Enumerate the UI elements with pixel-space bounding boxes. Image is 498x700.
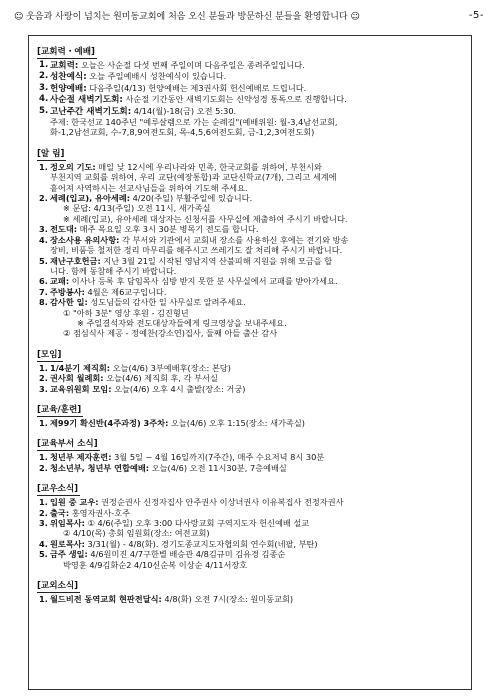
item-number: 8. [39, 297, 48, 308]
item-label: 정오의 기도: [50, 161, 96, 172]
section [37, 476, 463, 570]
item-label: 헌양예배: [50, 83, 87, 94]
item-label: 청소년부, 청년부 연합예배: [50, 462, 150, 473]
list-item [37, 224, 463, 234]
item-number: 1. [39, 362, 48, 373]
item-label: 감사한 일: [50, 297, 88, 308]
item-label: 위임목사: [50, 518, 85, 528]
list-item [37, 497, 463, 507]
item-number: 2. [39, 71, 49, 82]
section [37, 431, 463, 473]
item-number: 1. [39, 60, 49, 70]
section [37, 397, 463, 428]
item-continuation: 부천지역 교회를 위하여, 우리 교단(예장통합)과 교단신학교(7개), 그리고 세계에 [50, 172, 337, 183]
list-item [37, 94, 463, 105]
page-number: -5- [468, 9, 484, 21]
item-text: 오늘(4/6) 오전 11시30분, 7층예배실 [149, 462, 287, 473]
item-text: 4/8(화) 오전 7시(장소: 원미동교회) [161, 594, 294, 605]
section-title: [교육/훈련] [37, 404, 82, 415]
item-label: 출국: [50, 507, 70, 518]
item-label: 권사회 월례회: [50, 373, 104, 384]
list-item [37, 418, 463, 428]
item-number: 3. [39, 224, 48, 235]
section-title: [알 림] [37, 148, 65, 159]
item-label: 월드비전 동역교회 현판전달식: [50, 594, 162, 605]
section-title: [모임] [37, 349, 62, 360]
item-number: 7. [39, 286, 48, 297]
item-text: 매주 목요일 오후 3시 30분 병목기 전도를 합니다. [77, 224, 259, 235]
item-label: 교회력: [50, 61, 79, 71]
item-text: 3월 5일 ~ 4월 16일까지(7주간), 매주 수요저녁 8시 30분 [111, 452, 325, 463]
item-text: 다음주일(4/13) 헌양예배는 제3권사회 헌신예배로 드립니다. [86, 82, 307, 93]
item-sub-line: ① "아하 3분" 영상 후원 - 김진형년 [63, 307, 189, 318]
item-number: 3. [39, 82, 49, 93]
list-item [37, 60, 463, 71]
list-item [37, 276, 463, 286]
list-item [37, 193, 463, 203]
list-item [37, 594, 463, 604]
section-title: [교우소식] [37, 484, 79, 495]
list-item [37, 287, 463, 297]
list-item [37, 508, 463, 518]
list-item [37, 452, 463, 462]
list-item [37, 106, 463, 117]
item-number: 1. [39, 161, 48, 172]
item-text: 매일 낮 12시에 우리나라와 민족, 한국교회를 위하여, 부천시와 [95, 161, 322, 172]
item-text: 오늘 주일예배시 성찬예식이 있습니다. [86, 71, 227, 82]
list-item [37, 83, 463, 94]
item-text: 오늘(4/6) 제직회 후, 각 부서실 [103, 373, 218, 384]
item-label: 원로목사: [50, 538, 85, 549]
item-continuation: 흩어져 사역하시는 선교사님들을 위하여 기도해 주세요. [50, 182, 248, 193]
item-text: 4/6원미진 4/7구한별 배승관 4/8김규미 김유경 김종순 [87, 549, 286, 560]
item-number: 4. [39, 94, 49, 105]
item-label: 청년부 제자훈련: [50, 452, 112, 463]
item-label: 전도대: [50, 224, 78, 235]
item-label: 1/4분기 제직회: [50, 362, 111, 373]
item-number: 1. [39, 594, 48, 605]
item-label: 금주 생일: [50, 549, 88, 560]
item-number: 2. [39, 507, 48, 518]
page-header [14, 6, 484, 24]
item-label: 교육위원회 모임: [50, 383, 112, 394]
item-number: 4. [39, 234, 48, 245]
list-item [37, 71, 463, 82]
item-number: 1. [39, 497, 48, 508]
item-text: 오늘(4/6) 오후 4시 출발(장소: 거궁) [111, 383, 246, 394]
item-sub-line: ※ 세례(입교), 유아세례 대상자는 신청서를 사무실에 제출하여 주시기 바랍니다. [63, 213, 348, 224]
item-text: 이사나 등록 후 담임목사 심방 받지 못한 분 사무실에서 교패를 받아가세요. [69, 276, 338, 287]
welcome-message: ☺ 웃음과 사랑이 넘치는 원미동교회에 처음 오신 분들과 방문하신 분들을 환영합니다 ☺ [14, 11, 360, 22]
item-number: 2. [39, 373, 48, 384]
item-sub-line: ② 점심식사 제공 - 정예찬(강소연)집사, 둘째 아들 출산 감사 [63, 328, 278, 339]
item-number: 4. [39, 538, 48, 549]
list-item [37, 256, 463, 266]
section [37, 141, 463, 339]
item-number: 3. [39, 383, 48, 394]
list-item [37, 539, 463, 549]
list-item [37, 235, 463, 245]
item-text: ① 4/6(주일) 오후 3:00 다사랑교회 구역지도자 헌신예배 설교 [84, 518, 310, 528]
item-label: 재난구호헌금: [50, 255, 101, 266]
item-sub-line: 박영훈 4/9김화순2 4/10신순복 이상순 4/11서장호 [63, 559, 248, 570]
bulletin-box [28, 35, 472, 690]
item-number: 6. [39, 276, 48, 287]
list-item [37, 363, 463, 373]
item-text: 홍영자권사-호주 [69, 507, 131, 518]
section [37, 39, 463, 138]
item-label: 장소사용 유의사항: [50, 234, 120, 245]
item-text: 오늘(4/6) 3부예배후(장소: 본당) [110, 362, 231, 373]
item-sub-note: ※ 주일결석자와 전도대상자들에게 링크영상을 보내주세요. [77, 317, 287, 328]
list-item [37, 518, 463, 528]
item-label: 세례(입교), 유아세례: [50, 193, 130, 204]
item-label: 제99기 확신반(4주과정) 3주차: [50, 417, 169, 428]
list-item [37, 384, 463, 394]
item-number: 2. [39, 462, 48, 473]
item-continuation: 화-1,2남선교회, 수-7,8,9여전도회, 목-4,5,6여전도회, 금-1,2,3여전도회) [50, 127, 315, 138]
item-number: 3. [39, 518, 48, 528]
item-number: 1. [39, 417, 48, 428]
section [37, 573, 463, 604]
item-text: 3/31(월) - 4/8(화). 경기도종교지도자협의회 연수회(네팔, 부탄) [84, 538, 318, 549]
item-continuation: 장비, 비품등 철저한 정리 마무리를 해주시고 쓰레기도 잘 처리해 주시기 바랍니다. [50, 245, 343, 256]
item-number: 5. [39, 549, 48, 560]
item-text: 오늘은 사순절 다섯 번째 주일이며 다음주일은 종려주일입니다. [78, 60, 305, 70]
item-text: 사순절 기간동안 새벽기도회는 신약성경 통독으로 진행합니다. [122, 94, 347, 105]
item-number: 2. [39, 193, 48, 204]
item-label: 성찬예식: [50, 72, 87, 83]
list-item [37, 162, 463, 172]
item-label: 주방봉사: [50, 286, 85, 297]
item-continuation: 니다. 함께 동참해 주시기 바랍니다. [50, 265, 177, 276]
item-number: 5. [39, 255, 48, 266]
item-label: 입원 중 교우: [50, 497, 99, 508]
item-label: 사순절 새벽기도회: [50, 95, 123, 106]
list-item [37, 373, 463, 383]
section-title: [교회력・예배] [37, 47, 95, 57]
item-label: 고난주간 새벽기도회: [50, 106, 132, 117]
item-number: 1. [39, 452, 48, 463]
item-sub-line: ② 4/10(목) 총회 임원회(장소: 여전교회) [63, 528, 210, 539]
item-text: 각 부서와 기관에서 교회내 장소를 사용하신 후에는 전기와 방송 [119, 234, 349, 245]
item-text: 권정순권사 신정자집사 안주권사 이상녀권사 이유복집사 전정자권사 [98, 497, 344, 508]
item-sub-line: ※ 문답: 4/13(주일) 오전 11시, 새가족실 [63, 203, 211, 214]
item-number: 5. [39, 105, 49, 116]
list-item [37, 463, 463, 473]
item-text: 오늘(4/6) 오후 1:15(장소: 새가족실) [168, 417, 305, 428]
item-text: 성도님들의 감사한 일 사무실로 알려주세요. [87, 297, 246, 308]
list-item [37, 549, 463, 559]
item-text: 4/20(주일) 부활주일에 있습니다. [130, 193, 253, 204]
item-text: 4/14(월)-18(금) 오전 5:30. [131, 105, 237, 116]
list-item [37, 297, 463, 307]
item-text: 지난 3월 21일 시작된 영남지역 산불피해 지원을 위해 모금을 합 [100, 255, 333, 266]
item-continuation: 주제: 한국선교 140주년 "예루살렘으로 가는 순례길"(예배위원: 월-3,4남선교회, [50, 117, 338, 128]
item-text: 4월은 제6교구입니다. [84, 286, 167, 297]
section-title: [교육부서 소식] [37, 439, 98, 450]
section-title: [교외소식] [37, 581, 79, 592]
section [37, 342, 463, 394]
item-label: 교패: [50, 276, 70, 287]
